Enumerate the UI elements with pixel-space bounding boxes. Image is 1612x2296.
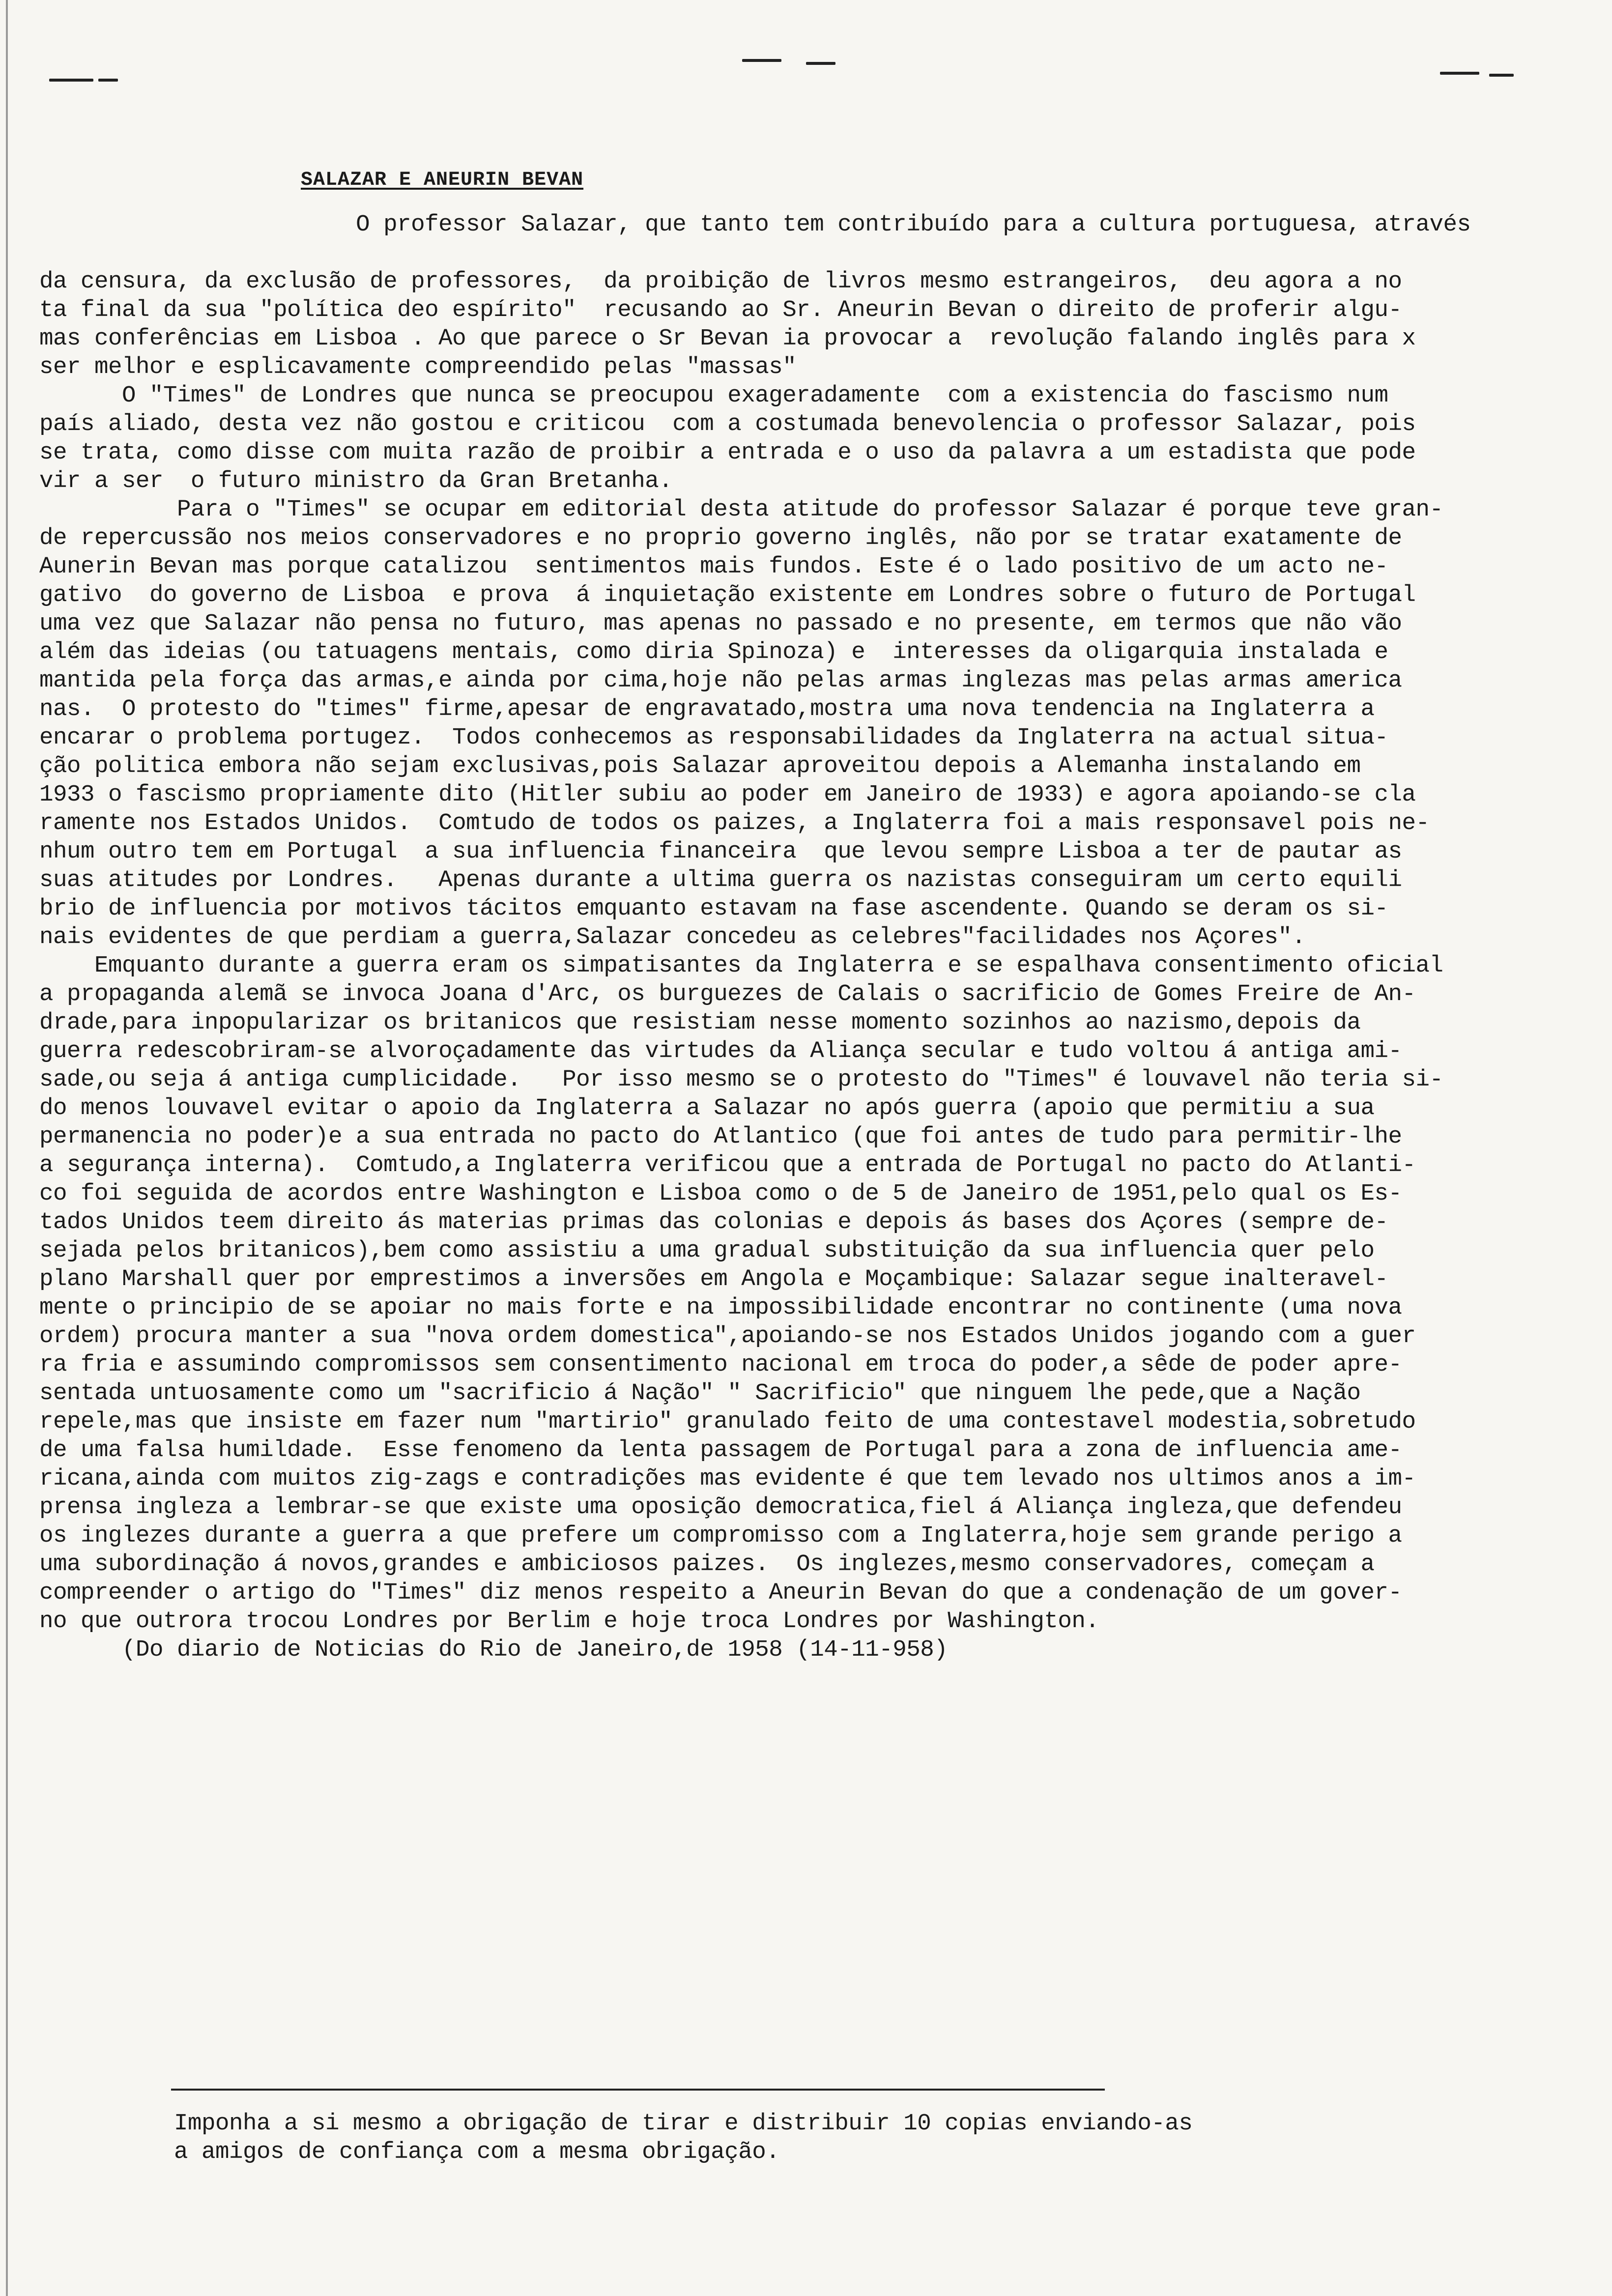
top-mark-center-2 xyxy=(806,62,835,65)
separator-line xyxy=(171,2089,1105,2091)
document-title: SALAZAR E ANEURIN BEVAN xyxy=(301,169,584,191)
article-body: O professor Salazar, que tanto tem contribuído para a cultura portuguesa, através da censura, da exclusão de professores, da proibição de livros mesmo estrangeiros, deu agora a no ta final da sua "política deo espírito" recusando ao Sr. Aneurin Bevan o direito de proferir algu- mas conferências em Lisboa . Ao que parece o Sr Bevan ia provocar a revolução falando inglês para x ser melhor e esplicavamente compreendido pelas "massas" O "Times" de Londres que nunca se preocupou exageradamente com a existencia do fascismo num país aliado, desta vez não gostou e criticou com a costumada benevolencia o professor Salazar, pois se trata, como disse com muita razão de proibir a entrada e o uso da palavra a um estadista que pode vir a ser o futuro ministro da Gran Bretanha. Para o "Times" se ocupar em editorial desta atitude do professor Salazar é porque teve gran- de repercussão nos meios conservadores e no proprio governo inglês, não por se tratar exatamente de Aunerin Bevan mas porque catalizou sentimentos mais fundos. Este é o lado positivo de um acto ne- gativo do governo de Lisboa e prova á inquietação existente em Londres sobre o futuro de Portugal uma vez que Salazar não pensa no futuro, mas apenas no passado e no presente, em termos que não vão além das ideias (ou tatuagens mentais, como diria Spinoza) e interesses da oligarquia instalada e mantida pela força das armas,e ainda por cima,hoje não pelas armas inglezas mas pelas armas america nas. O protesto do "times" firme,apesar de engravatado,mostra uma nova tendencia na Inglaterra a encarar o problema portugez. Todos conhecemos as responsabilidades da Inglaterra na actual situa- ção politica embora não sejam exclusivas,pois Salazar aproveitou depois a Alemanha instalando em 1933 o fascismo propriamente dito (Hitler subiu ao poder em Janeiro de 1933) e agora apoiando-se cla ramente nos Estados Unidos. Comtudo de todos os paizes, a Inglaterra foi a mais responsavel pois ne- nhum outro tem em Portugal a sua influencia financeira que levou sempre Lisboa a ter de pautar as suas atitudes por Londres. Apenas durante a ultima guerra os nazistas conseguiram um certo equili brio de influencia por motivos tácitos emquanto estavam na fase ascendente. Quando se deram os si- nais evidentes de que perdiam a guerra,Salazar concedeu as celebres"facilidades nos Açores". Emquanto durante a guerra eram os simpatisantes da Inglaterra e se espalhava consentimento oficial a propaganda alemã se invoca Joana d'Arc, os burguezes de Calais o sacrificio de Gomes Freire de An- drade,para inpopularizar os britanicos que resistiam nesse momento sozinhos ao nazismo,depois da guerra redescobriram-se alvoroçadamente das virtudes da Aliança secular e tudo voltou á antiga ami- sade,ou seja á antiga cumplicidade. Por isso mesmo se o protesto do "Times" é louvavel não teria si- do menos louvavel evitar o apoio da Inglaterra a Salazar no após guerra (apoio que permitiu a sua permanencia no poder)e a sua entrada no pacto do Atlantico (que foi antes de tudo para permitir-lhe a segurança interna). Comtudo,a Inglaterra verificou que a entrada de Portugal no pacto do Atlanti- co foi seguida de acordos entre Washington e Lisboa como o de 5 de Janeiro de 1951,pelo qual os Es- tados Unidos teem direito ás materias primas das colonias e depois ás bases dos Açores (sempre de- sejada pelos britanicos),bem como assistiu a uma gradual substituição da sua influencia quer pelo plano Marshall quer por emprestimos a inversões em Angola e Moçambique: Salazar segue inalteravel- mente o principio de se apoiar no mais forte e na impossibilidade encontrar no continente (uma nova ordem) procura manter a sua "nova ordem domestica",apoiando-se nos Estados Unidos jogando com a guer ra fria e assumindo compromissos sem consentimento nacional em troca do poder,a sêde de poder apre- sentada untuosamente como um "sacrificio á Nação" " Sacrificio" que ninguem lhe pede,que a Nação repele,mas que insiste em fazer num "martirio" granulado feito de uma contestavel modestia,sobretudo de uma falsa humildade. Esse fenomeno da lenta passagem de Portugal para a zona de influencia ame- ricana,ainda com muitos zig-zags e contradições mas evidente é que tem levado nos ultimos anos a im- prensa ingleza a lembrar-se que existe uma oposição democratica,fiel á Aliança ingleza,que defendeu os inglezes durante a guerra a que prefere um compromisso com a Inglaterra,hoje sem grande perigo a uma subordinação á novos,grandes e ambiciosos paizes. Os inglezes,mesmo conservadores, começam a compreender o artigo do "Times" diz menos respeito a Aneurin Bevan do que a condenação de um gover- no que outrora trocou Londres por Berlim e hoje troca Londres por Washington. (Do diario de Noticias do Rio de Janeiro,de 1958 (14-11-958) xyxy=(39,211,1471,1663)
left-margin-line xyxy=(6,0,8,2296)
top-mark-left-dot xyxy=(98,79,118,82)
top-mark-left xyxy=(49,79,93,82)
distribution-note: Imponha a si mesmo a obrigação de tirar e distribuir 10 copias enviando-as a amigos de confiança com a mesma obrigação. xyxy=(174,2110,1193,2165)
top-mark-right xyxy=(1440,72,1479,75)
top-mark-right-2 xyxy=(1489,74,1514,77)
top-mark-center xyxy=(742,59,781,62)
